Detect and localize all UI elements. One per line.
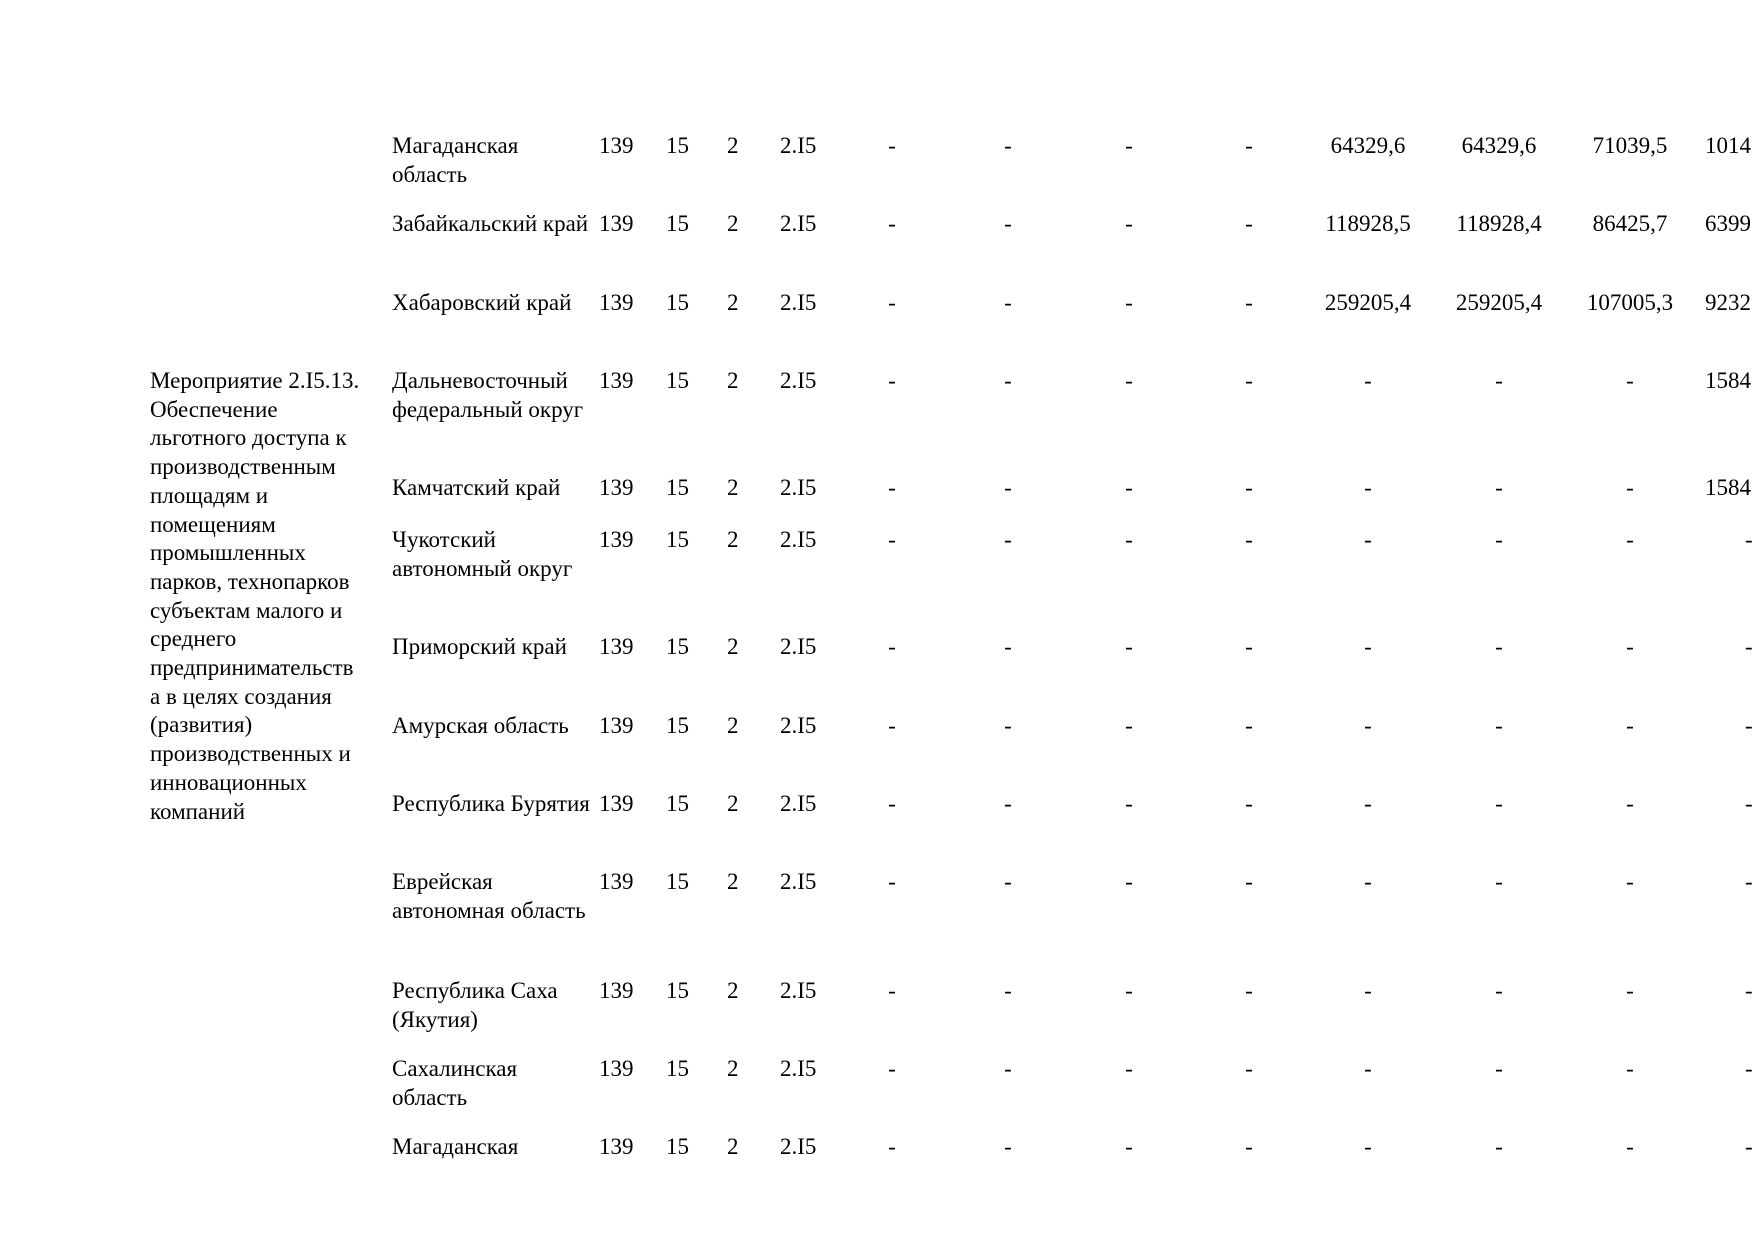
- value-cell-5: -: [1364, 527, 1372, 552]
- gp-cell: 15: [666, 1056, 689, 1081]
- pgp-cell: 2: [727, 978, 739, 1003]
- value-cell-7: -: [1626, 713, 1634, 738]
- code-cell: 2.I5: [780, 1056, 817, 1081]
- value-cell-2: -: [1004, 133, 1012, 158]
- grbs-cell: 139: [599, 634, 634, 659]
- value-cell-5: -: [1364, 869, 1372, 894]
- value-cell-6: -: [1495, 475, 1503, 500]
- grbs-cell: 139: [599, 791, 634, 816]
- value-cell-2: -: [1004, 634, 1012, 659]
- value-cell-1: -: [888, 475, 896, 500]
- value-cell-3: -: [1125, 869, 1133, 894]
- value-cell-4: -: [1245, 1134, 1253, 1159]
- measure-description: [150, 367, 380, 826]
- gp-cell: 15: [666, 527, 689, 552]
- region-cell: Камчатский край: [392, 475, 561, 500]
- pgp-cell: 2: [727, 791, 739, 816]
- value-cell-1: -: [888, 368, 896, 393]
- region-cell: Республика Бурятия: [392, 791, 590, 816]
- value-cell-1: -: [888, 133, 896, 158]
- code-cell: 2.I5: [780, 634, 817, 659]
- value-cell-4: -: [1245, 211, 1253, 236]
- value-cell-2: -: [1004, 791, 1012, 816]
- measure-line: производственным: [150, 454, 336, 480]
- measure-line: предпринимательств: [150, 655, 354, 681]
- measure-line: инновационных: [150, 769, 307, 795]
- measure-line: Обеспечение: [150, 396, 278, 422]
- value-cell-3: -: [1125, 791, 1133, 816]
- value-cell-5: 259205,4: [1324, 290, 1412, 315]
- value-cell-2: -: [1004, 211, 1012, 236]
- value-cell-3: -: [1125, 133, 1133, 158]
- code-cell: 2.I5: [780, 290, 817, 315]
- region-cell: Амурская область: [392, 713, 569, 738]
- value-cell-8: -: [1745, 869, 1753, 894]
- value-cell-4: -: [1245, 869, 1253, 894]
- code-cell: 2.I5: [780, 978, 817, 1003]
- gp-cell: 15: [666, 290, 689, 315]
- value-cell-7: -: [1626, 368, 1634, 393]
- pgp-cell: 2: [727, 713, 739, 738]
- gp-cell: 15: [666, 713, 689, 738]
- value-cell-5: 64329,6: [1330, 133, 1406, 158]
- value-cell-7: -: [1626, 1056, 1634, 1081]
- value-cell-2: -: [1004, 978, 1012, 1003]
- value-cell-5: 118928,5: [1325, 211, 1411, 236]
- value-cell-6: 64329,6: [1461, 133, 1537, 158]
- region-cell: Хабаровский край: [392, 290, 572, 315]
- value-cell-8: 9232: [1705, 290, 1751, 315]
- value-cell-6: -: [1495, 978, 1503, 1003]
- value-cell-8: -: [1745, 1056, 1753, 1081]
- gp-cell: 15: [666, 978, 689, 1003]
- pgp-cell: 2: [727, 634, 739, 659]
- measure-line: помещениям: [150, 511, 276, 537]
- gp-cell: 15: [666, 791, 689, 816]
- pgp-cell: 2: [727, 290, 739, 315]
- code-cell: 2.I5: [780, 791, 817, 816]
- value-cell-2: -: [1004, 475, 1012, 500]
- value-cell-7: -: [1626, 791, 1634, 816]
- grbs-cell: 139: [599, 713, 634, 738]
- region-cell: Дальневосточный федеральный округ: [392, 368, 584, 422]
- gp-cell: 15: [666, 634, 689, 659]
- value-cell-2: -: [1004, 290, 1012, 315]
- value-cell-2: -: [1004, 1134, 1012, 1159]
- value-cell-5: -: [1364, 368, 1372, 393]
- pgp-cell: 2: [727, 133, 739, 158]
- gp-cell: 15: [666, 1134, 689, 1159]
- measure-line: среднего: [150, 626, 237, 652]
- value-cell-1: -: [888, 211, 896, 236]
- measure-line: (развития): [150, 712, 253, 738]
- value-cell-8: 1584: [1705, 368, 1751, 393]
- region-cell: Республика Саха (Якутия): [392, 978, 558, 1032]
- grbs-cell: 139: [599, 978, 634, 1003]
- pgp-cell: 2: [727, 211, 739, 236]
- value-cell-8: 6399: [1705, 211, 1751, 236]
- value-cell-5: -: [1364, 475, 1372, 500]
- value-cell-3: -: [1125, 475, 1133, 500]
- value-cell-8: 1014: [1705, 133, 1751, 158]
- value-cell-8: -: [1745, 978, 1753, 1003]
- value-cell-2: -: [1004, 368, 1012, 393]
- value-cell-6: -: [1495, 713, 1503, 738]
- value-cell-6: 259205,4: [1455, 290, 1543, 315]
- value-cell-8: -: [1745, 791, 1753, 816]
- value-cell-3: -: [1125, 1056, 1133, 1081]
- gp-cell: 15: [666, 133, 689, 158]
- grbs-cell: 139: [599, 368, 634, 393]
- value-cell-4: -: [1245, 634, 1253, 659]
- code-cell: 2.I5: [780, 1134, 817, 1159]
- value-cell-1: -: [888, 634, 896, 659]
- value-cell-8: -: [1745, 634, 1753, 659]
- value-cell-1: -: [888, 1134, 896, 1159]
- value-cell-7: -: [1626, 634, 1634, 659]
- value-cell-1: -: [888, 791, 896, 816]
- pgp-cell: 2: [727, 368, 739, 393]
- value-cell-7: -: [1626, 475, 1634, 500]
- code-cell: 2.I5: [780, 133, 817, 158]
- region-cell: Забайкальский край: [392, 211, 589, 236]
- value-cell-3: -: [1125, 634, 1133, 659]
- value-cell-5: -: [1364, 1134, 1372, 1159]
- value-cell-1: -: [888, 1056, 896, 1081]
- value-cell-5: -: [1364, 791, 1372, 816]
- measure-line: субъектам малого и: [150, 597, 343, 623]
- code-cell: 2.I5: [780, 211, 817, 236]
- value-cell-4: -: [1245, 290, 1253, 315]
- pgp-cell: 2: [727, 869, 739, 894]
- value-cell-7: -: [1626, 978, 1634, 1003]
- value-cell-4: -: [1245, 368, 1253, 393]
- region-cell: Чукотский автономный округ: [392, 527, 573, 581]
- value-cell-4: -: [1245, 713, 1253, 738]
- code-cell: 2.I5: [780, 527, 817, 552]
- grbs-cell: 139: [599, 290, 634, 315]
- value-cell-1: -: [888, 713, 896, 738]
- value-cell-5: -: [1364, 1056, 1372, 1081]
- value-cell-7: 107005,3: [1586, 290, 1674, 315]
- gp-cell: 15: [666, 368, 689, 393]
- value-cell-1: -: [888, 978, 896, 1003]
- grbs-cell: 139: [599, 869, 634, 894]
- measure-line: производственных и: [150, 741, 351, 767]
- value-cell-3: -: [1125, 1134, 1133, 1159]
- measure-line: площадям и: [150, 482, 269, 508]
- gp-cell: 15: [666, 869, 689, 894]
- measure-line: Мероприятие 2.I5.13.: [150, 368, 360, 393]
- value-cell-7: -: [1626, 869, 1634, 894]
- value-cell-3: -: [1125, 368, 1133, 393]
- region-cell: Магаданская: [392, 1134, 519, 1159]
- gp-cell: 15: [666, 475, 689, 500]
- value-cell-1: -: [888, 290, 896, 315]
- region-cell: Магаданская область: [392, 133, 519, 187]
- value-cell-8: -: [1745, 527, 1753, 552]
- grbs-cell: 139: [599, 211, 634, 236]
- code-cell: 2.I5: [780, 368, 817, 393]
- value-cell-3: -: [1125, 713, 1133, 738]
- value-cell-5: -: [1364, 978, 1372, 1003]
- value-cell-8: -: [1745, 1134, 1753, 1159]
- value-cell-6: -: [1495, 869, 1503, 894]
- grbs-cell: 139: [599, 475, 634, 500]
- value-cell-2: -: [1004, 713, 1012, 738]
- value-cell-6: -: [1495, 634, 1503, 659]
- value-cell-5: -: [1364, 634, 1372, 659]
- value-cell-3: -: [1125, 527, 1133, 552]
- pgp-cell: 2: [727, 1134, 739, 1159]
- pgp-cell: 2: [727, 527, 739, 552]
- value-cell-6: -: [1495, 1056, 1503, 1081]
- value-cell-4: -: [1245, 978, 1253, 1003]
- value-cell-7: -: [1626, 1134, 1634, 1159]
- value-cell-4: -: [1245, 1056, 1253, 1081]
- value-cell-3: -: [1125, 978, 1133, 1003]
- gp-cell: 15: [666, 211, 689, 236]
- measure-line: компаний: [150, 798, 246, 824]
- grbs-cell: 139: [599, 1056, 634, 1081]
- grbs-cell: 139: [599, 527, 634, 552]
- value-cell-3: -: [1125, 290, 1133, 315]
- value-cell-4: -: [1245, 475, 1253, 500]
- measure-line: парков, технопарков: [150, 568, 350, 594]
- region-cell: Приморский край: [392, 634, 567, 659]
- pgp-cell: 2: [727, 475, 739, 500]
- value-cell-6: 118928,4: [1456, 211, 1542, 236]
- value-cell-6: -: [1495, 527, 1503, 552]
- value-cell-4: -: [1245, 133, 1253, 158]
- value-cell-4: -: [1245, 791, 1253, 816]
- value-cell-2: -: [1004, 527, 1012, 552]
- value-cell-8: -: [1745, 713, 1753, 738]
- value-cell-3: -: [1125, 211, 1133, 236]
- value-cell-7: 86425,7: [1592, 211, 1668, 236]
- code-cell: 2.I5: [780, 475, 817, 500]
- value-cell-5: -: [1364, 713, 1372, 738]
- measure-line: льготного доступа к: [150, 425, 347, 451]
- value-cell-7: -: [1626, 527, 1634, 552]
- value-cell-7: 71039,5: [1592, 133, 1668, 158]
- region-cell: Еврейская автономная область: [392, 869, 586, 923]
- grbs-cell: 139: [599, 1134, 634, 1159]
- value-cell-2: -: [1004, 869, 1012, 894]
- code-cell: 2.I5: [780, 713, 817, 738]
- measure-line: а в целях создания: [150, 683, 332, 709]
- value-cell-6: -: [1495, 368, 1503, 393]
- value-cell-8: 1584: [1705, 475, 1751, 500]
- code-cell: 2.I5: [780, 869, 817, 894]
- value-cell-4: -: [1245, 527, 1253, 552]
- value-cell-2: -: [1004, 1056, 1012, 1081]
- value-cell-6: -: [1495, 791, 1503, 816]
- measure-line: промышленных: [150, 540, 306, 566]
- value-cell-1: -: [888, 869, 896, 894]
- value-cell-1: -: [888, 527, 896, 552]
- pgp-cell: 2: [727, 1056, 739, 1081]
- value-cell-6: -: [1495, 1134, 1503, 1159]
- grbs-cell: 139: [599, 133, 634, 158]
- region-cell: Сахалинская область: [392, 1056, 518, 1110]
